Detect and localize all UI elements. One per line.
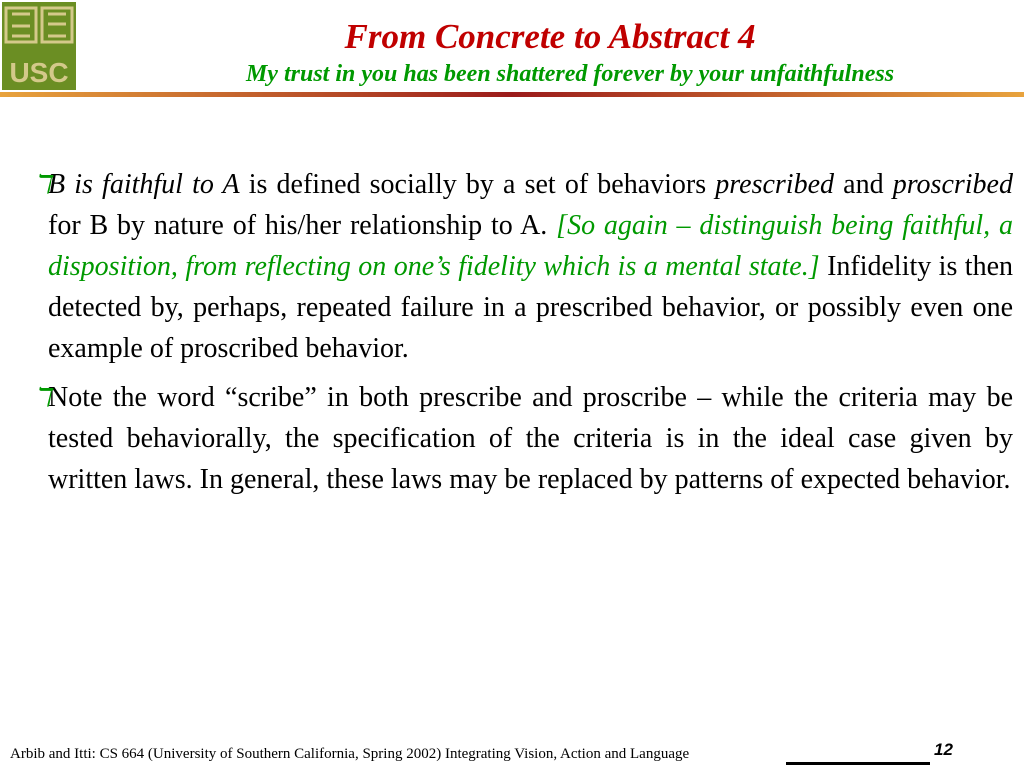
- bracket-note: [So again – distinguish being faithful, a disposition, from reflecting on one’s fidelity which is a mental state.]: [48, 210, 1013, 282]
- slide-body: [34, 164, 1013, 508]
- footer-underline: [786, 762, 930, 765]
- text-relationship: for B by nature of his/her relationship to A.: [48, 210, 557, 241]
- usc-logo: [2, 2, 76, 90]
- bullet-item-faithful: [34, 164, 1013, 369]
- word-prescribed: prescribed: [715, 169, 834, 200]
- text-and: and: [834, 169, 893, 200]
- bullet-icon: ℸ: [34, 170, 51, 199]
- text-infidelity: Infidelity is then detected by, perhaps, repeated failure in a prescribed behavior, or possibly even one example of proscribed behavior.: [48, 251, 1013, 364]
- logo-text: USC: [9, 57, 69, 88]
- phrase-b-faithful: B is faithful to A: [48, 169, 240, 200]
- slide-subtitle: My trust in you has been shattered forever by your unfaithfulness: [245, 61, 895, 87]
- bullet-item-scribe: [34, 377, 1013, 500]
- bullet-icon: ℸ: [34, 383, 51, 412]
- text-defined: is defined socially by a set of behaviors: [239, 169, 716, 200]
- header-divider: [0, 92, 1024, 97]
- slide-title: From Concrete to Abstract 4: [344, 17, 756, 56]
- text-scribe: Note the word “scribe” in both prescribe and proscribe – while the criteria may be tested behaviorally, the specification of the criteria is in the ideal case given by written laws. In general, these laws may be replaced by patterns of expected behavior.: [48, 382, 1013, 495]
- page-number: 12: [934, 740, 953, 759]
- footer-citation: Arbib and Itti: CS 664 (University of Southern California, Spring 2002) Integrating Vision, Action and Language: [10, 746, 690, 762]
- word-proscribed: proscribed: [892, 169, 1013, 200]
